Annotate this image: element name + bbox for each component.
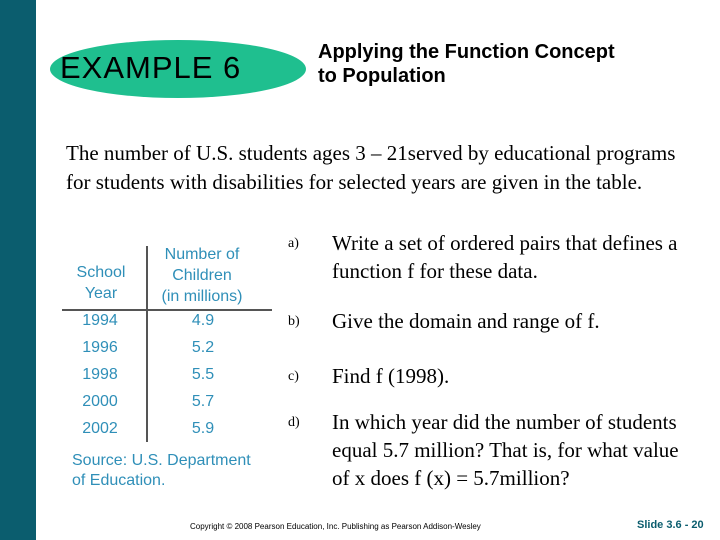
cell-value: 5.9 <box>191 420 215 437</box>
cell-year: 1996 <box>82 339 118 356</box>
question-label: c) <box>288 369 299 384</box>
column-header-text: (in millions) <box>161 288 243 305</box>
cell-value: 5.2 <box>191 339 215 356</box>
table-row <box>62 366 272 393</box>
left-accent-bar <box>0 0 36 540</box>
table-row <box>62 393 272 420</box>
column-header-number-of-children <box>152 244 252 307</box>
table-horizontal-rule <box>62 309 272 311</box>
column-header-text: Children <box>172 267 232 284</box>
example-badge-label: EXAMPLE 6 <box>60 50 242 85</box>
question-text: Give the domain and range of f. <box>332 309 600 333</box>
column-header-school-year <box>68 262 134 304</box>
question-text: Write a set of ordered pairs that defines a function f for these data. <box>332 231 678 283</box>
column-header-text: School <box>76 264 126 281</box>
intro-paragraph: The number of U.S. students ages 3 – 21served by educational programs for students with disabilities for selected years are given in the table. <box>66 141 676 194</box>
question-label: a) <box>288 236 299 251</box>
table-row <box>62 420 272 447</box>
cell-value: 4.9 <box>191 312 215 329</box>
table-row <box>62 339 272 366</box>
column-header-text: Number of <box>164 246 240 263</box>
source-text: Source: U.S. Department <box>72 452 251 469</box>
table-row <box>62 312 272 339</box>
question-text: Find f (1998). <box>332 364 450 388</box>
question-text: In which year did the number of students equal 5.7 million? That is, for what value of x does f (x) = 5.7million? <box>332 410 679 490</box>
question-label: d) <box>288 415 300 430</box>
cell-year: 2002 <box>82 420 118 437</box>
slide-number: Slide 3.6 - 20 <box>637 519 704 531</box>
table-source <box>72 451 282 491</box>
cell-year: 1998 <box>82 366 118 383</box>
copyright-footer: Copyright © 2008 Pearson Education, Inc. Publishing as Pearson Addison-Wesley <box>190 522 481 531</box>
cell-year: 1994 <box>82 312 118 329</box>
slide-title <box>318 40 708 88</box>
slide-title-line-2: to Population <box>318 65 446 87</box>
cell-value: 5.5 <box>191 366 215 383</box>
source-text: of Education. <box>72 472 166 489</box>
slide-title-line-1: Applying the Function Concept <box>318 41 615 63</box>
column-header-text: Year <box>84 285 118 302</box>
cell-value: 5.7 <box>191 393 215 410</box>
cell-year: 2000 <box>82 393 118 410</box>
question-label: b) <box>288 314 300 329</box>
